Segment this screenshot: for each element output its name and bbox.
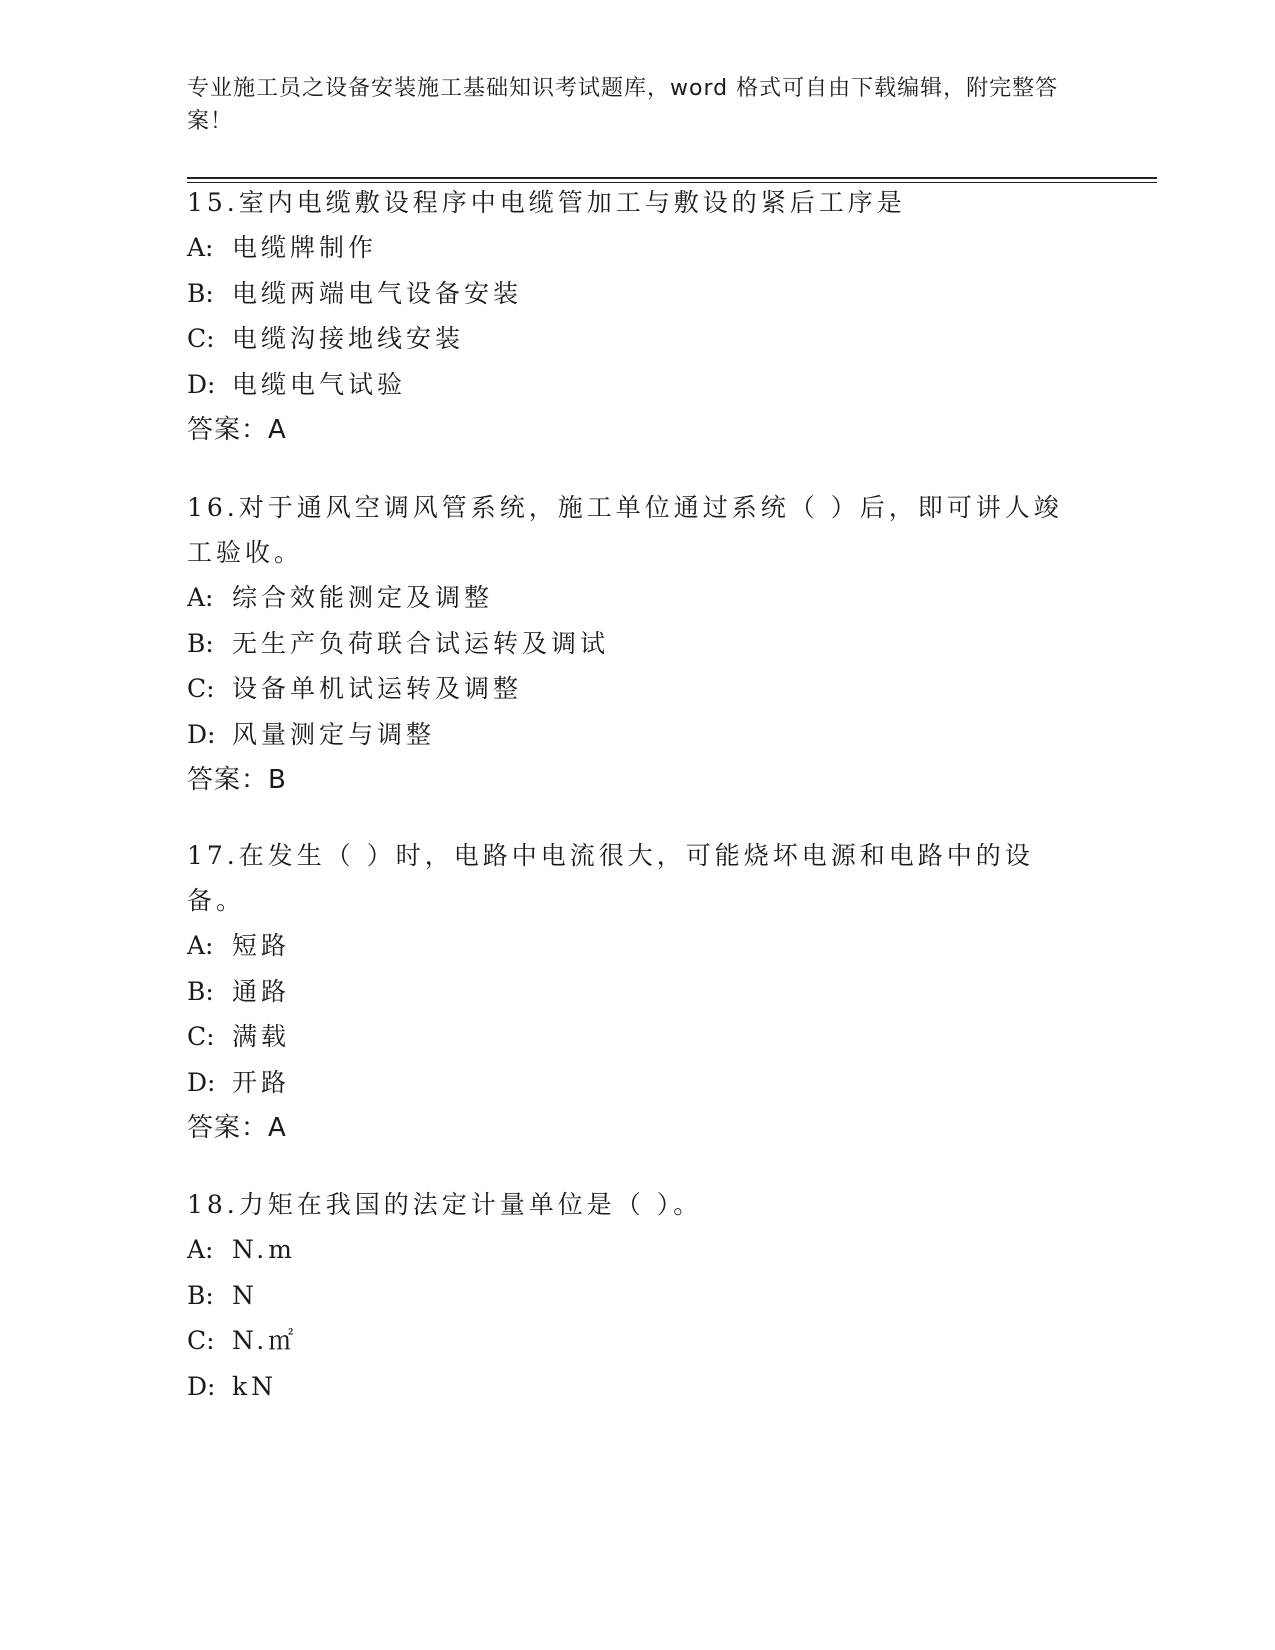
option-letter: A: xyxy=(187,583,214,612)
option-d xyxy=(187,1060,1087,1106)
question-stem: 18.力矩在我国的法定计量单位是（ ）。 xyxy=(187,1190,703,1219)
option-a xyxy=(187,225,1087,271)
option-text: 电缆牌制作 xyxy=(232,233,378,262)
option-d xyxy=(187,712,1087,758)
option-c xyxy=(187,666,1087,712)
question-stem: 16.对于通风空调风管系统，施工单位通过系统（ ）后，即可讲人竣工验收。 xyxy=(187,493,1063,567)
option-letter: D: xyxy=(187,1067,216,1097)
option-b xyxy=(187,271,1087,317)
option-b xyxy=(187,1273,1087,1319)
option-letter: A: xyxy=(187,931,214,960)
option-letter: C: xyxy=(187,1022,215,1051)
option-text: 通路 xyxy=(232,976,291,1006)
question-stem: 15.室内电缆敷设程序中电缆管加工与敷设的紧后工序是 xyxy=(187,188,906,217)
option-letter: B: xyxy=(187,1280,214,1310)
option-text: 风量测定与调整 xyxy=(232,719,436,749)
option-text: 满载 xyxy=(232,1022,291,1051)
option-a xyxy=(187,1227,1087,1273)
option-text: kN xyxy=(232,1371,278,1401)
option-letter: B: xyxy=(187,278,214,308)
option-letter: C: xyxy=(187,674,215,703)
option-text: N xyxy=(232,1280,258,1310)
option-a xyxy=(187,923,1087,969)
option-letter: C: xyxy=(187,324,215,353)
option-text: 电缆沟接地线安装 xyxy=(232,324,465,353)
option-c xyxy=(187,1014,1087,1060)
option-letter: D: xyxy=(187,369,216,399)
option-text: 无生产负荷联合试运转及调试 xyxy=(232,628,610,658)
option-b xyxy=(187,969,1087,1015)
document-page xyxy=(187,0,1147,1650)
option-letter: D: xyxy=(187,1371,216,1401)
option-letter: C: xyxy=(187,1326,215,1355)
option-text: N.㎡ xyxy=(232,1326,298,1355)
question-17 xyxy=(187,833,1087,1151)
option-text: 电缆电气试验 xyxy=(232,369,407,399)
question-stem: 17.在发生（ ）时，电路中电流很大，可能烧坏电源和电路中的设备。 xyxy=(187,841,1034,915)
option-text: 设备单机试运转及调整 xyxy=(232,674,523,703)
answer-line: 答案：A xyxy=(187,1113,287,1143)
option-text: 综合效能测定及调整 xyxy=(232,583,494,612)
option-text: N.m xyxy=(232,1235,296,1264)
option-c xyxy=(187,316,1087,362)
option-text: 电缆两端电气设备安装 xyxy=(232,278,523,308)
option-letter: B: xyxy=(187,628,214,658)
option-letter: A: xyxy=(187,1235,214,1264)
option-letter: B: xyxy=(187,976,214,1006)
option-a xyxy=(187,575,1087,621)
header-divider-thick xyxy=(187,177,1157,179)
option-text: 短路 xyxy=(232,931,291,960)
option-letter: A: xyxy=(187,233,214,262)
option-d xyxy=(187,362,1087,408)
question-15 xyxy=(187,180,1087,453)
document-header: 专业施工员之设备安装施工基础知识考试题库，word 格式可自由下载编辑，附完整答案！ xyxy=(187,76,1059,134)
question-16 xyxy=(187,485,1087,803)
answer-line: 答案：A xyxy=(187,415,287,445)
option-letter: D: xyxy=(187,719,216,749)
question-18 xyxy=(187,1182,1087,1409)
option-text: 开路 xyxy=(232,1067,291,1097)
answer-line: 答案：B xyxy=(187,765,287,795)
option-d xyxy=(187,1364,1087,1410)
option-b xyxy=(187,621,1087,667)
option-c xyxy=(187,1318,1087,1364)
